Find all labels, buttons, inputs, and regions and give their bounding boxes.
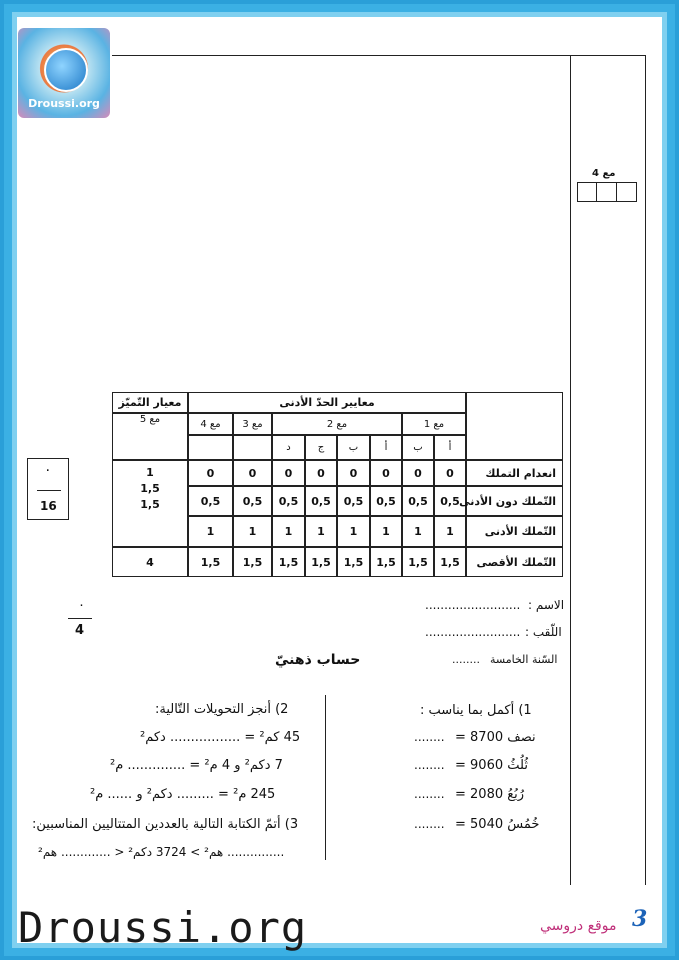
rubric-value-cell: 1 [233,516,272,547]
criterion-5-max: 4 [112,547,188,577]
exercise1-item-text: ثُلُثُ 9060 = [455,758,528,773]
exercise1-answer-field[interactable]: ........ [414,758,445,772]
criterion-5-value: 1,5 [140,498,160,511]
rubric-value-cell: 0 [402,460,434,486]
rubric-value-cell: 0 [337,460,370,486]
logo-text: Droussi.org [28,97,100,110]
surname-label: اللّقب : [525,625,562,639]
criterion-3: مع 3 [233,413,272,435]
rubric-value-cell: 1,5 [370,547,402,577]
rubric-value-cell: 1,5 [188,547,233,577]
exercise1-title: 1) أكمل بما يناسب : [420,703,532,718]
side-score-cell-2[interactable] [596,182,617,202]
min-criteria-header: معايير الحدّ الأدنى [188,392,466,413]
rubric-row-label: التّملك الأقصى [466,547,563,577]
criterion-2-sub-a: أ [370,435,402,460]
rubric-value-cell: 1 [337,516,370,547]
criterion-4-sub [188,435,233,460]
exercise1-item-text: نصف 8700 = [455,730,536,745]
watermark-text: Droussi.org [18,903,308,952]
rubric-corner-cell [466,392,563,460]
criterion-1-sub-b: ب [402,435,434,460]
rubric-value-cell: 0,5 [337,486,370,516]
criterion-1: مع 1 [402,413,466,435]
exercise1-answer-field[interactable]: ........ [414,817,445,831]
rubric-value-cell: 0,5 [188,486,233,516]
rubric-value-cell: 1,5 [272,547,305,577]
rubric-row-label: التّملك دون الأدنى [466,486,563,516]
rubric-value-cell: 0,5 [370,486,402,516]
rubric-row-label: التّملك الأدنى [466,516,563,547]
rubric-value-cell: 1 [370,516,402,547]
criterion-4: مع 4 [188,413,233,435]
margin-column-left-line [570,55,571,885]
rubric-row-label: انعدام التملك [466,460,563,486]
exercise1-item-text: رُبُعُ 2080 = [455,787,525,802]
subject-title: حساب ذهنيّ [275,652,361,668]
exercise3-title: 3) أتمّ الكتابة التالية بالعددين المتتاليين المناسبين: [32,817,299,832]
rubric-value-cell: 0,5 [233,486,272,516]
header-line [112,55,645,56]
margin-column-right-line [645,55,646,885]
exercise-divider [325,695,326,860]
criterion-2: مع 2 [272,413,402,435]
criterion-5-value: 1,5 [140,482,160,495]
rubric-value-cell: 0,5 [434,486,466,516]
criterion-2-sub-b: ب [337,435,370,460]
rubric-value-cell: 0,5 [402,486,434,516]
grade-field[interactable]: ........ [452,653,480,666]
exercise1-item-text: خُمُسُ 5040 = [455,817,540,832]
criterion-5-values [112,460,188,547]
footer-site-name[interactable]: موقع دروسي [540,918,617,934]
rubric-value-cell: 1 [434,516,466,547]
rubric-value-cell: 0 [272,460,305,486]
grade-label: السّنة الخامسة [490,653,558,666]
rubric-value-cell: 1,5 [233,547,272,577]
criterion-3-sub [233,435,272,460]
criterion-5: مع 5 [112,413,188,460]
exercise1-answer-field[interactable]: ........ [414,787,445,801]
rubric-value-cell: 1 [402,516,434,547]
droussi-logo[interactable] [18,28,110,118]
side-score-cell-3[interactable] [616,182,637,202]
rubric-value-cell: 1,5 [434,547,466,577]
criterion-1-sub-a: أ [434,435,466,460]
rubric-value-cell: 0 [305,460,337,486]
mini-score-numerator: ٠ [78,598,85,613]
rubric-value-cell: 1,5 [305,547,337,577]
rubric-value-cell: 1,5 [337,547,370,577]
criterion-2-sub-d: د [272,435,305,460]
exercise2-line3[interactable]: 245 م² = ......... دكم² و ...... م² [90,787,276,802]
total-score-fraction-bar [37,490,61,491]
rubric-value-cell: 1 [305,516,337,547]
exercise1-answer-field[interactable]: ........ [414,730,445,744]
page-number: 3 [632,906,648,932]
name-label: الاسم : [528,598,565,612]
mini-score-fraction-bar [68,618,92,619]
surname-field[interactable]: ......................... [425,625,521,639]
exercise2-title: 2) أنجز التحويلات التّالية: [155,702,289,717]
criterion-2-sub-c: ج [305,435,337,460]
total-score-denominator: 16 [40,499,57,513]
excellence-header: معيار التّميّز [112,392,188,413]
total-score-numerator: ٠ [44,462,52,478]
exercise3-line[interactable]: ............... هم² > 3724 دكم² < ............. هم² [38,845,285,859]
criterion-5-value: 1 [146,466,154,479]
rubric-value-cell: 1 [188,516,233,547]
globe-icon [44,48,88,92]
side-box-label: مع 4 [592,168,616,179]
side-score-cell-1[interactable] [577,182,597,202]
mini-score-denominator: 4 [75,623,85,638]
rubric-value-cell: 0 [370,460,402,486]
exercise2-line2[interactable]: 7 دكم² و 4 م² = .............. م² [110,758,283,773]
exercise2-line1[interactable]: 45 كم² = ................. دكم² [140,730,301,745]
name-field[interactable]: ......................... [425,598,521,612]
rubric-value-cell: 0 [233,460,272,486]
rubric-value-cell: 0,5 [305,486,337,516]
rubric-value-cell: 1,5 [402,547,434,577]
rubric-value-cell: 0 [434,460,466,486]
rubric-value-cell: 0 [188,460,233,486]
rubric-value-cell: 1 [272,516,305,547]
rubric-value-cell: 0,5 [272,486,305,516]
